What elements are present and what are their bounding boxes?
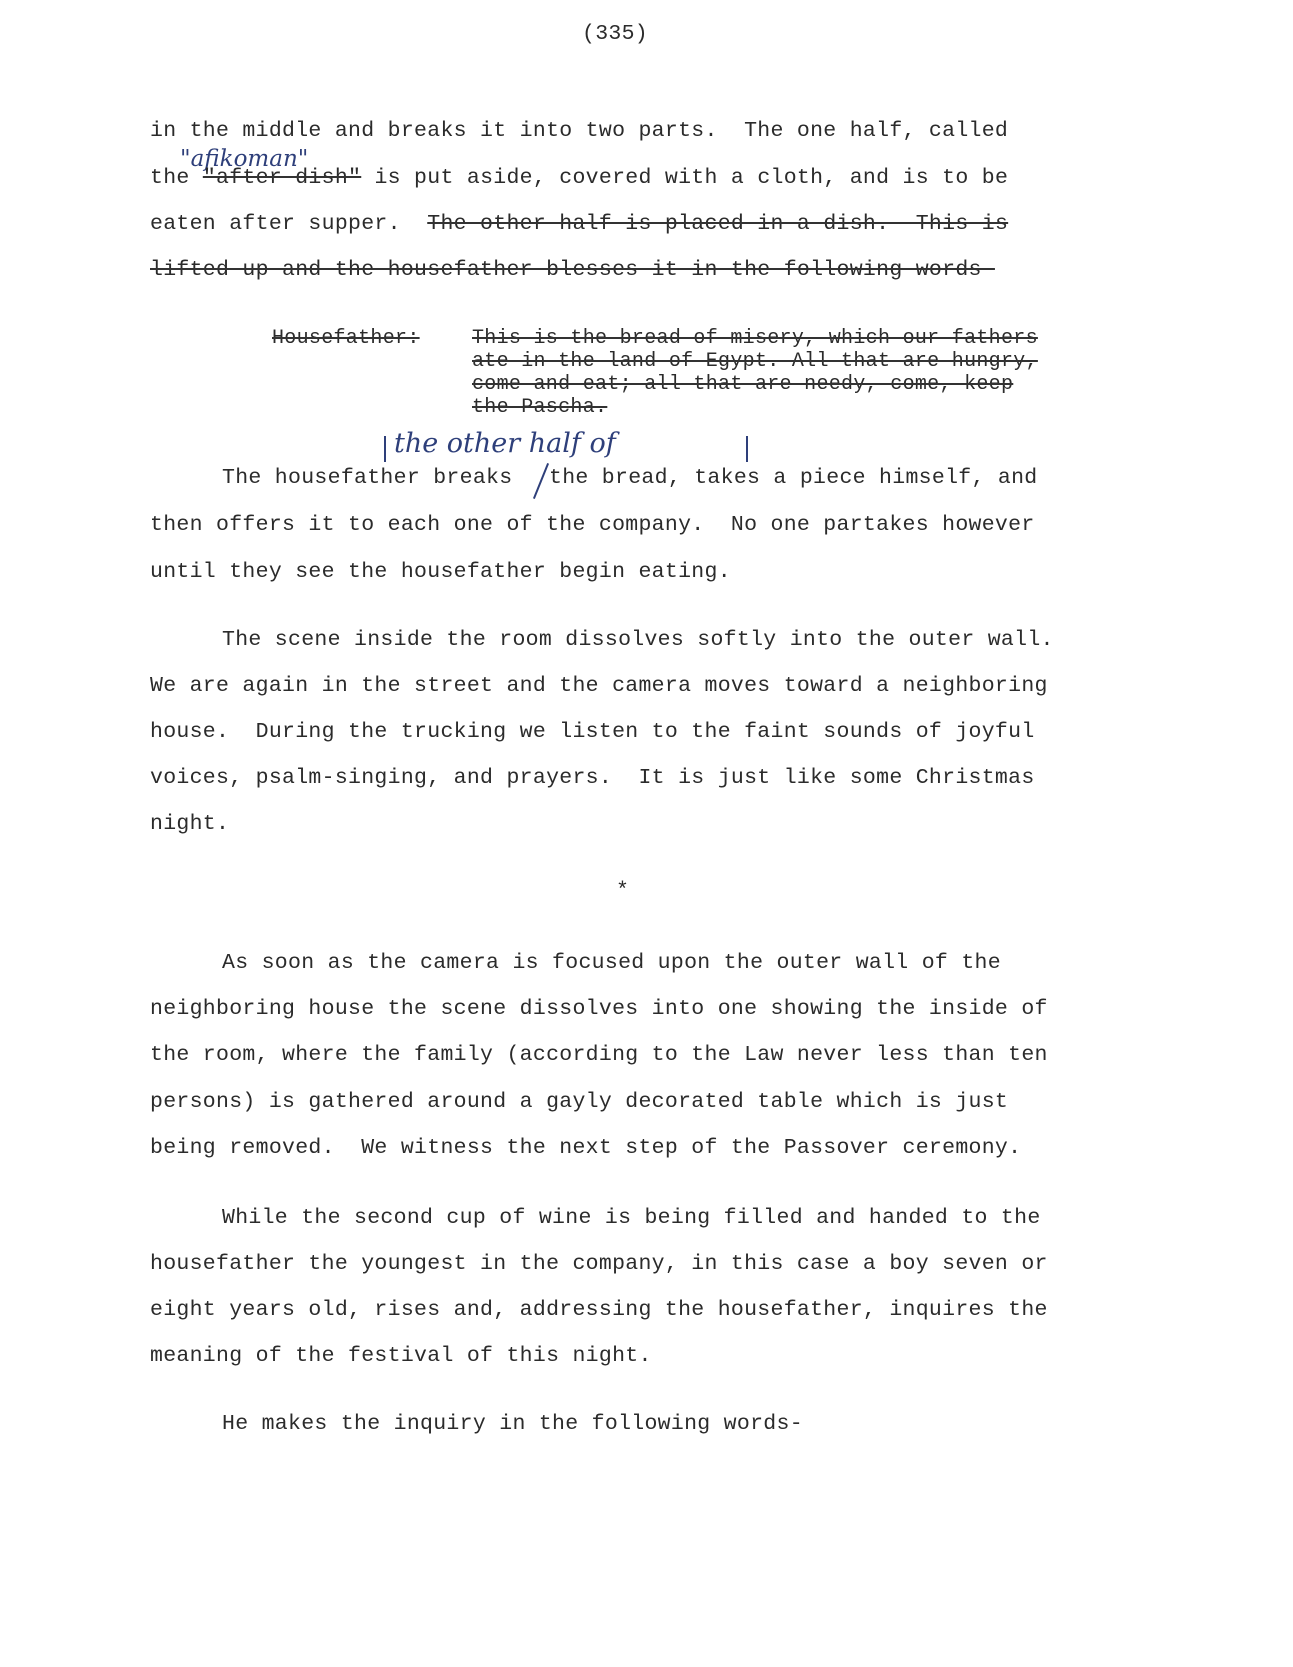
paragraph-1-line-3-start: eaten after supper.	[150, 212, 428, 236]
paragraph-6-line-1: He makes the inquiry in the following words-	[222, 1412, 803, 1436]
paragraph-3-line-5: night.	[150, 812, 230, 836]
paragraph-2-line-1-start: The housefather breaks	[222, 466, 513, 490]
paragraph-2-line-1-end: the bread, takes a piece himself, and	[549, 466, 1038, 490]
paragraph-1-line-2-end: is put aside, covered with a cloth, and is to be	[361, 166, 1009, 190]
block-line-3: come and eat; all that are needy, come, keep	[472, 373, 1014, 396]
paragraph-5-line-3: eight years old, rises and, addressing the housefather, inquires the	[150, 1298, 1048, 1322]
paragraph-5-line-4: meaning of the festival of this night.	[150, 1344, 652, 1368]
struck-text-other-half: The other half is placed in a dish. This is	[427, 212, 1009, 236]
block-line-4: the Pascha.	[472, 396, 608, 419]
paragraph-3-line-4: voices, psalm-singing, and prayers. It is just like some Christmas	[150, 766, 1035, 790]
block-line-1: This is the bread of misery, which our fathers	[472, 327, 1038, 350]
insertion-bracket-left	[384, 436, 386, 462]
speaker-label: Housefather:	[272, 327, 420, 350]
paragraph-4-line-1: As soon as the camera is focused upon the outer wall of the	[222, 951, 1001, 975]
section-separator: *	[616, 879, 630, 903]
paragraph-1-line-2-start: the	[150, 166, 203, 190]
handwritten-annotation-other-half: the other half of	[394, 428, 616, 459]
paragraph-2-line-3: until they see the housefather begin eating.	[150, 560, 731, 584]
block-line-2: ate in the land of Egypt. All that are hungry,	[472, 350, 1038, 373]
paragraph-2-line-2: then offers it to each one of the company. No one partakes however	[150, 513, 1035, 537]
paragraph-5-line-1: While the second cup of wine is being filled and handed to the	[222, 1206, 1041, 1230]
paragraph-5-line-2: housefather the youngest in the company, in this case a boy seven or	[150, 1252, 1048, 1276]
insertion-bracket-right	[746, 436, 748, 462]
paragraph-3-line-3: house. During the trucking we listen to the faint sounds of joyful	[150, 720, 1035, 744]
paragraph-1-line-1: in the middle and breaks it into two parts. The one half, called	[150, 119, 1009, 143]
paragraph-4-line-3: the room, where the family (according to the Law never less than ten	[150, 1043, 1048, 1067]
paragraph-3-line-2: We are again in the street and the camera moves toward a neighboring	[150, 674, 1048, 698]
paragraph-4-line-5: being removed. We witness the next step of the Passover ceremony.	[150, 1136, 1022, 1160]
paragraph-1-line-3	[150, 212, 1008, 236]
paragraph-4-line-4: persons) is gathered around a gayly decorated table which is just	[150, 1090, 1009, 1114]
paragraph-1-line-4-struck: lifted up and the housefather blesses it in the following words-	[150, 258, 995, 282]
handwritten-annotation-afikoman: "afikoman"	[180, 146, 309, 172]
page-number: (335)	[582, 22, 649, 46]
insertion-caret-line	[533, 463, 549, 499]
paragraph-3-line-1: The scene inside the room dissolves softly into the outer wall.	[222, 628, 1054, 652]
paragraph-4-line-2: neighboring house the scene dissolves into one showing the inside of	[150, 997, 1048, 1021]
struck-text-after-dish: "after dish"	[202, 166, 362, 190]
paragraph-1-line-2	[150, 166, 1008, 190]
